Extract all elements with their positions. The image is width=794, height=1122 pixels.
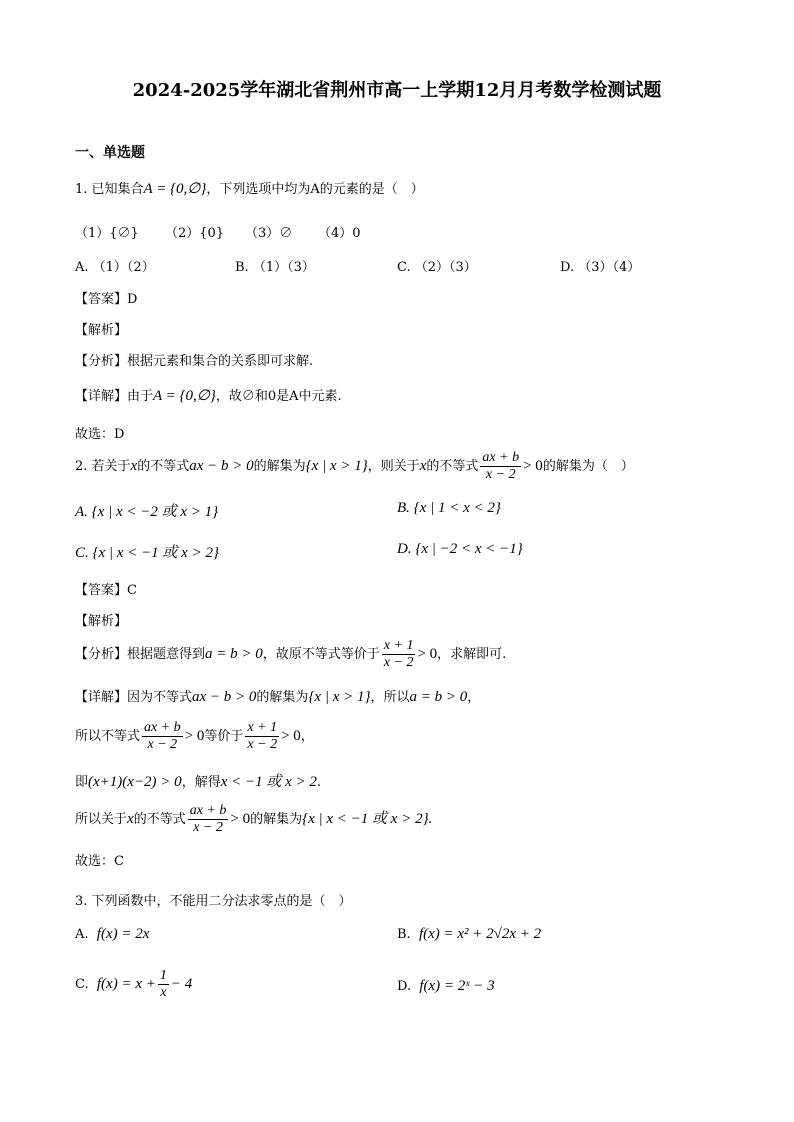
q1-option-a: A. （1）（2） — [75, 260, 155, 275]
q3-option-c: C. f(x) = x + $\frac{1}{x}$ − 4 — [75, 968, 193, 1000]
q1-answer: 【答案】D — [75, 292, 138, 307]
q1-jiexi: 【解析】 — [75, 323, 128, 338]
q1-item-2: （2）{0} — [165, 226, 225, 241]
q1-option-c: C. （2）（3） — [397, 260, 477, 275]
q2-line4-fraction: $\frac{ax + b}{x - 2}$ — [189, 803, 227, 835]
section-heading: 一、单选题 — [75, 145, 145, 161]
q2-jiexi: 【解析】 — [75, 614, 128, 629]
q3-option-b: B. f(x) = x² + 2√2x + 2 — [397, 926, 542, 942]
q3-option-a: A. f(x) = 2x — [75, 926, 150, 942]
q3-option-c-fraction: $\frac{1}{x}$ — [159, 968, 167, 1000]
page-title: 2024-2025学年湖北省荆州市高一上学期12月月考数学检测试题 — [132, 80, 662, 101]
q2-option-d: D. {x | −2 < x < −1} — [397, 541, 523, 557]
q2-fenxi: 【分析】根据题意得到a = b > 0，故原不等式等价于 $\frac{x + 1}{x - 2}$ > 0，求解即可. — [75, 638, 507, 670]
q2-guxuan: 故选：C — [75, 854, 124, 869]
q1-xiangjie: 【详解】由于A = {0,∅}，故∅和0是A中元素. — [75, 388, 342, 404]
q3-option-d: D. f(x) = 2ˣ − 3 — [397, 978, 495, 994]
q1-fenxi: 【分析】根据元素和集合的关系即可求解. — [75, 354, 314, 369]
q2-answer: 【答案】C — [75, 583, 137, 598]
q2-option-c: C. {x | x < −1 或 x > 2} — [75, 545, 219, 561]
q1-item-4: （4）0 — [318, 226, 361, 241]
q2-line3: 即(x+1)(x−2) > 0，解得x < −1 或 x > 2. — [75, 774, 322, 790]
q2-xiangjie: 【详解】因为不等式ax − b > 0的解集为{x | x > 1}，所以a = b > 0， — [75, 689, 481, 705]
q1-item-1: （1）{∅} — [75, 226, 139, 241]
q2-line2-fraction-2: $\frac{x + 1}{x - 2}$ — [247, 720, 278, 752]
q2-line2: 所以不等式 $\frac{ax + b}{x - 2}$ > 0等价于 $\frac{x + 1}{x - 2}$ > 0， — [75, 720, 314, 752]
q2-line2-fraction-1: $\frac{ax + b}{x - 2}$ — [144, 720, 181, 752]
q1-option-b: B. （1）（3） — [235, 260, 315, 275]
q1-item-3: （3）∅ — [245, 226, 293, 241]
q2-stem-fraction: $\frac{ax + b}{x - 2}$ — [482, 450, 520, 482]
q2-option-a: A. {x | x < −2 或 x > 1} — [75, 504, 219, 520]
q2-line4: 所以关于x的不等式 $\frac{ax + b}{x - 2}$ > 0的解集为{x | x < −1 或 x > 2}. — [75, 803, 433, 835]
q1-stem: 1. 已知集合A = {0,∅}，下列选项中均为A的元素的是（ ） — [75, 181, 424, 197]
q2-stem: 2. 若关于x的不等式ax − b > 0的解集为{x | x > 1}，则关于x的不等式 $\frac{ax + b}{x - 2}$ > 0的解集为（ ） — [75, 450, 634, 482]
q3-stem: 3. 下列函数中，不能用二分法求零点的是（ ） — [75, 894, 352, 909]
q2-option-b: B. {x | 1 < x < 2} — [397, 500, 501, 516]
q1-option-d: D. （3）（4） — [560, 260, 641, 275]
q2-fenxi-fraction: $\frac{x + 1}{x - 2}$ — [383, 638, 414, 670]
q1-guxuan: 故选：D — [75, 427, 125, 442]
